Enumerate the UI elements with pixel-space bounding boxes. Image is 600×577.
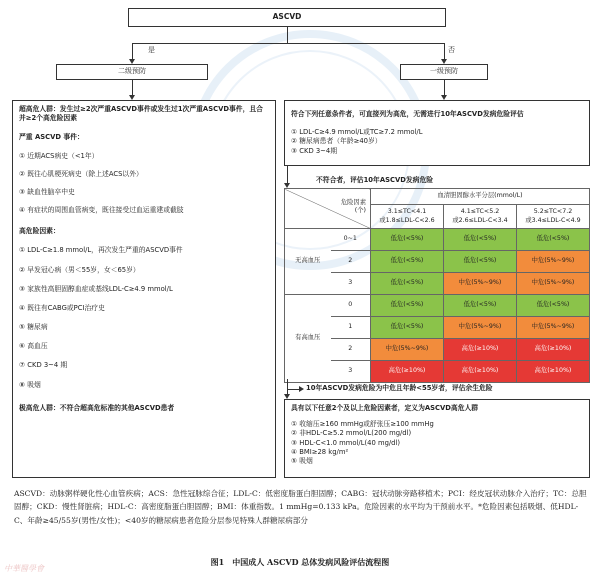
risk-cell-low: 低危(<5%) [517,295,590,317]
table-row [285,317,590,339]
high-risk-factor-item: ⑤ 糖尿病 [19,323,48,332]
direct-high-risk-title: 符合下列任意条件者，可直接列为高危，无需进行10年ASCVD发病危险评估 [291,110,524,118]
severe-event-item: ① 近期ACS病史（<1年） [19,151,99,160]
risk-cell-low: 低危(<5%) [444,251,517,273]
factor-count: 0 [331,295,371,317]
high-risk-factor-item: ① LDL-C≥1.8 mmol/L，再次发生严重的ASCVD事件 [19,246,183,255]
ascvd-box [128,8,446,27]
group-hypertension: 有高血压 [285,295,331,383]
connector [444,43,445,60]
lifetime-risk-title: 具有以下任意2个及以上危险因素者，定义为ASCVD高危人群 [291,404,479,412]
factor-count: 2 [331,251,371,273]
factor-count: 3 [331,361,371,383]
direct-high-risk-box [284,100,590,166]
high-risk-factor-item: ③ 家族性高胆固醇血症或基线LDL-C≥4.9 mmol/L [19,284,173,293]
mid-risk-note: 10年ASCVD发病危险为中危且年龄<55岁者，评估余生危险 [306,384,493,392]
footnote: ASCVD：动脉粥样硬化性心血管疾病；ACS：急性冠脉综合征；LDL-C：低密度脂蛋白胆固醇；CABG：冠状动脉旁路移植术；PCI：经皮冠状动脉介入治疗；TC：总胆固醇；CKD：慢性肾脏病；HDL-C：高密度脂蛋白胆固醇；BMI：体重指数。1 mmHg=0.133 kPa。危险因素的水平均为干预前水平。*危险因素包括吸烟、低HDL-C、年龄≥45/55岁(男性/女性)；<40岁的糖尿病患者危险分层参见特殊人群糖尿病部分 [14,489,587,525]
primary-prevention-title: 一级预防 [430,67,458,76]
risk-cell-low: 低危(<5%) [371,295,444,317]
risk-cell-low: 低危(<5%) [444,229,517,251]
risk-cell-high: 高危(≥10%) [444,361,517,383]
secondary-prevention-title: 二级预防 [118,67,146,76]
very-high-risk-definition: 超高危人群：发生过≥2次严重ASCVD事件或发生过1次严重ASCVD事件，且合并≥2个高危险因素 [19,105,263,123]
arrow [299,386,304,392]
direct-high-risk-item: ① LDL-C≥4.9 mmol/L或TC≥7.2 mmol/L [291,128,423,137]
figure-caption: 图1 中国成人 ASCVD 总体发病风险评估流程图 [210,557,390,567]
direct-high-risk-item: ② 糖尿病患者（年龄≥40岁） [291,137,382,146]
severe-event-item: ④ 有症状的周围血管病变，既往接受过血运重建或截肢 [19,206,184,215]
high-risk-factor-item: ⑦ CKD 3~4 期 [19,361,68,370]
connector [132,43,133,60]
risk-cell-mid: 中危(5%~9%) [517,273,590,295]
high-risk-factor-item: ⑧ 吸烟 [19,380,41,389]
connector [132,80,133,96]
risk-cell-mid: 中危(5%~9%) [517,317,590,339]
lifetime-risk-item: ⑤ 吸烟 [291,456,313,465]
risk-cell-high: 高危(≥10%) [444,339,517,361]
factor-count-label: 危险因素 [340,199,366,206]
table-row [285,361,590,383]
severe-event-item: ③ 缺血性脑卒中史 [19,187,75,196]
primary-prevention-box [400,64,488,80]
risk-cell-mid: 中危(5%~9%) [444,317,517,339]
direct-high-risk-item: ③ CKD 3~4期 [291,146,337,155]
connector [444,80,445,96]
publisher-logo: 中華醫學會 [4,564,44,573]
risk-cell-high: 高危(≥10%) [371,361,444,383]
factor-count-unit: (个) [354,206,366,214]
risk-cell-high: 高危(≥10%) [517,361,590,383]
secondary-prevention-box [56,64,208,80]
table-row [285,339,590,361]
connector [132,43,444,44]
factor-count: 1 [331,317,371,339]
lifetime-risk-item: ③ HDL-C<1.0 mmol/L(40 mg/dl) [291,438,401,447]
table-row [285,273,590,295]
risk-cell-low: 低危(<5%) [371,273,444,295]
high-risk-factor-item: ④ 既往有CABG或PCI治疗史 [19,303,105,312]
table-corner [285,189,371,229]
lifetime-risk-box [284,399,590,478]
risk-assessment-table [284,188,590,383]
factor-count: 3 [331,273,371,295]
table-col-header: 3.1≤TC<4.1 或1.8≤LDL-C<2.6 [371,205,444,229]
extreme-risk-definition: 极高危人群：不符合超高危标准的其他ASCVD患者 [19,403,175,412]
connector [287,166,288,184]
high-risk-factor-item: ② 早发冠心病（男＜55岁，女＜65岁） [19,265,140,274]
table-row [285,229,590,251]
connector [287,379,288,389]
risk-cell-mid: 中危(5%~9%) [371,339,444,361]
table-row [285,251,590,273]
ascvd-title: ASCVD [272,12,302,22]
factor-count: 2 [331,339,371,361]
factor-count: 0~1 [331,229,371,251]
yes-label: 是 [148,46,155,54]
not-met-label: 不符合者，评估10年ASCVD发病危险 [316,176,434,184]
group-no-hypertension: 无高血压 [285,229,331,295]
risk-cell-low: 低危(<5%) [371,229,444,251]
table-col-header: 5.2≤TC<7.2 或3.4≤LDL-C<4.9 [517,205,590,229]
risk-cell-low: 低危(<5%) [371,317,444,339]
severe-events-title: 严重 ASCVD 事件： [19,133,84,142]
risk-cell-high: 高危(≥10%) [517,339,590,361]
table-header-main: 血清胆固醇水平分层(mmol/L) [371,189,590,205]
connector [287,27,288,43]
risk-cell-mid: 中危(5%~9%) [444,273,517,295]
lifetime-risk-item: ④ BMI≥28 kg/m² [291,447,349,456]
no-label: 否 [448,46,455,54]
risk-cell-low: 低危(<5%) [444,295,517,317]
high-risk-factors-title: 高危险因素： [19,227,60,236]
secondary-risk-panel [12,100,276,478]
table-row [285,295,590,317]
table-col-header: 4.1≤TC<5.2 或2.6≤LDL-C<3.4 [444,205,517,229]
lifetime-risk-item: ① 收缩压≥160 mmHg或舒张压≥100 mmHg [291,420,434,429]
risk-cell-low: 低危(<5%) [371,251,444,273]
severe-event-item: ② 既往心肌梗死病史（除上述ACS以外） [19,169,143,178]
risk-cell-low: 低危(<5%) [517,229,590,251]
high-risk-factor-item: ⑥ 高血压 [19,342,48,351]
risk-cell-mid: 中危(5%~9%) [517,251,590,273]
lifetime-risk-item: ② 非HDL-C≥5.2 mmol/L(200 mg/dl) [291,429,412,438]
